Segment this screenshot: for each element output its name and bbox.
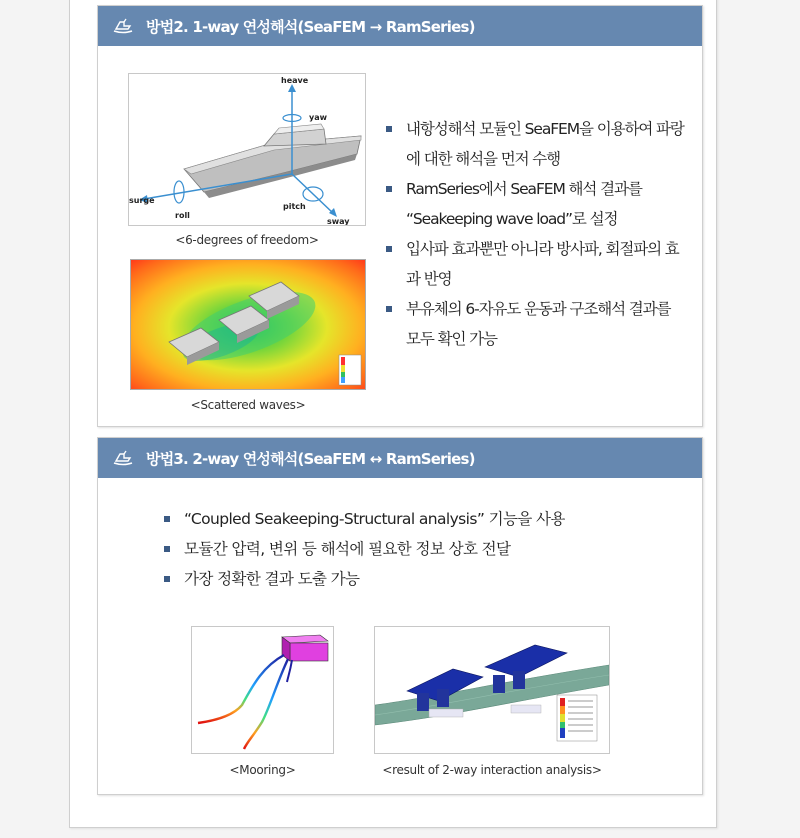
section-title: 방법3. 2-way 연성해석(SeaFEM ↔ RamSeries) — [146, 449, 475, 468]
section-method3 — [97, 437, 703, 795]
ship-icon — [112, 18, 134, 34]
mooring-plot — [192, 627, 333, 753]
dof-caption: <6-degrees of freedom> — [175, 233, 319, 247]
list-item: “Coupled Seakeeping-Structural analysis” 기능을 사용 — [162, 504, 565, 534]
dof-figure — [128, 73, 366, 226]
method3-bullet-list — [162, 504, 565, 594]
waves-caption: <Scattered waves> — [190, 398, 306, 412]
list-item: 입사파 효과뿐만 아니라 방사파, 회절파의 효과 반영 — [384, 234, 686, 294]
mooring-caption: <Mooring> — [229, 763, 296, 777]
list-item: 모듈간 압력, 변위 등 해석에 필요한 정보 상호 전달 — [162, 534, 565, 564]
list-item: RamSeries에서 SeaFEM 해석 결과를 “Seakeeping wave load”로 설정 — [384, 174, 686, 234]
yaw-label: yaw — [309, 113, 328, 122]
ship-icon — [112, 450, 134, 466]
scattered-waves-figure — [130, 259, 366, 390]
interaction-caption: <result of 2-way interaction analysis> — [382, 763, 602, 777]
section-title: 방법2. 1-way 연성해석(SeaFEM → RamSeries) — [146, 17, 475, 36]
list-item: 내항성해석 모듈인 SeaFEM을 이용하여 파랑에 대한 해석을 먼저 수행 — [384, 114, 686, 174]
roll-label: roll — [175, 211, 190, 220]
interaction-plot — [375, 627, 609, 753]
mooring-figure — [191, 626, 334, 754]
method2-bullet-list — [384, 114, 686, 354]
ship-dof-diagram — [129, 74, 365, 225]
sway-label: sway — [327, 217, 350, 225]
section-header — [98, 6, 702, 46]
pitch-label: pitch — [283, 202, 306, 211]
list-item: 가장 정확한 결과 도출 가능 — [162, 564, 565, 594]
section-header — [98, 438, 702, 478]
list-item: 부유체의 6-자유도 운동과 구조해석 결과를 모두 확인 가능 — [384, 294, 686, 354]
interaction-figure — [374, 626, 610, 754]
surge-label: surge — [129, 196, 155, 205]
section-method2 — [97, 5, 703, 427]
heave-label: heave — [281, 76, 309, 85]
wave-field-plot — [131, 260, 365, 389]
